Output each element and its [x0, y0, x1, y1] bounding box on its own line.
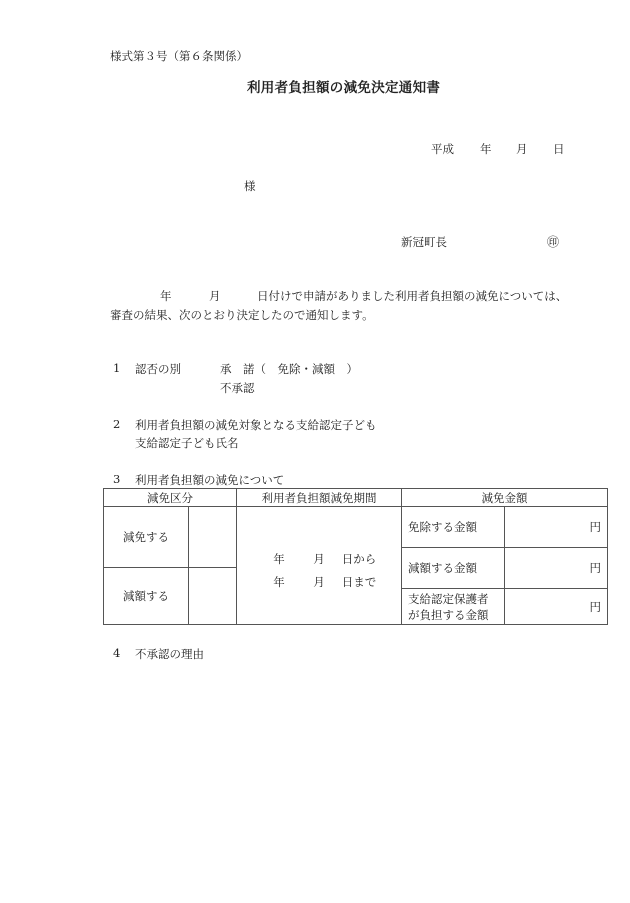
body-month: 月	[209, 289, 221, 303]
date-day: 日	[553, 142, 565, 156]
section-4-label: 不承認の理由	[135, 647, 204, 661]
child-name-label: 支給認定子ども氏名	[135, 436, 239, 450]
section-1-label: 認否の別	[135, 362, 181, 376]
document-title: 利用者負担額の減免決定通知書	[247, 80, 441, 96]
reduction-table	[103, 488, 608, 625]
category-exempt-mark	[189, 507, 237, 568]
date-era: 平成	[431, 142, 454, 156]
section-4-number: 4	[113, 646, 121, 660]
amount-reduce-label: 減額する金額	[402, 548, 505, 589]
section-3-number: 3	[113, 472, 121, 486]
form-number: 様式第３号（第６条関係）	[110, 49, 248, 63]
category-reduce-mark	[189, 568, 237, 625]
recipient-honorific: 様	[244, 179, 256, 193]
header-period: 利用者負担額減免期間	[237, 489, 402, 507]
body-year: 年	[160, 289, 172, 303]
amount-reduce-unit: 円	[505, 548, 608, 589]
section-3-label: 利用者負担額の減免について	[135, 473, 285, 487]
section-2-number: 2	[113, 417, 121, 431]
amount-guardian-label: 支給認定保護者 が負担する金額	[402, 589, 505, 625]
header-amount: 減免金額	[402, 489, 608, 507]
period-from: 年 月 日から	[273, 551, 377, 566]
rejection-option: 不承認	[220, 381, 255, 395]
body-line2: 審査の結果、次のとおり決定したので通知します。	[110, 308, 374, 322]
amount-exempt-label: 免除する金額	[402, 507, 505, 548]
seal-icon: ㊞	[547, 235, 560, 249]
category-reduce: 減額する	[104, 568, 189, 625]
approval-option: 承 諾（ 免除・減額 ）	[220, 362, 358, 376]
amount-guardian-unit: 円	[505, 589, 608, 625]
issuer-name: 新冠町長	[401, 235, 447, 249]
date-month: 月	[516, 142, 528, 156]
header-category: 減免区分	[104, 489, 237, 507]
body-line1: 日付けで申請がありました利用者負担額の減免については、	[257, 289, 568, 303]
period-to: 年 月 日まで	[273, 574, 377, 589]
section-1-number: 1	[113, 361, 121, 375]
period-cell	[237, 507, 402, 625]
category-exempt: 減免する	[104, 507, 189, 568]
date-year: 年	[480, 142, 492, 156]
amount-exempt-unit: 円	[505, 507, 608, 548]
section-2-label: 利用者負担額の減免対象となる支給認定子ども	[135, 418, 377, 432]
